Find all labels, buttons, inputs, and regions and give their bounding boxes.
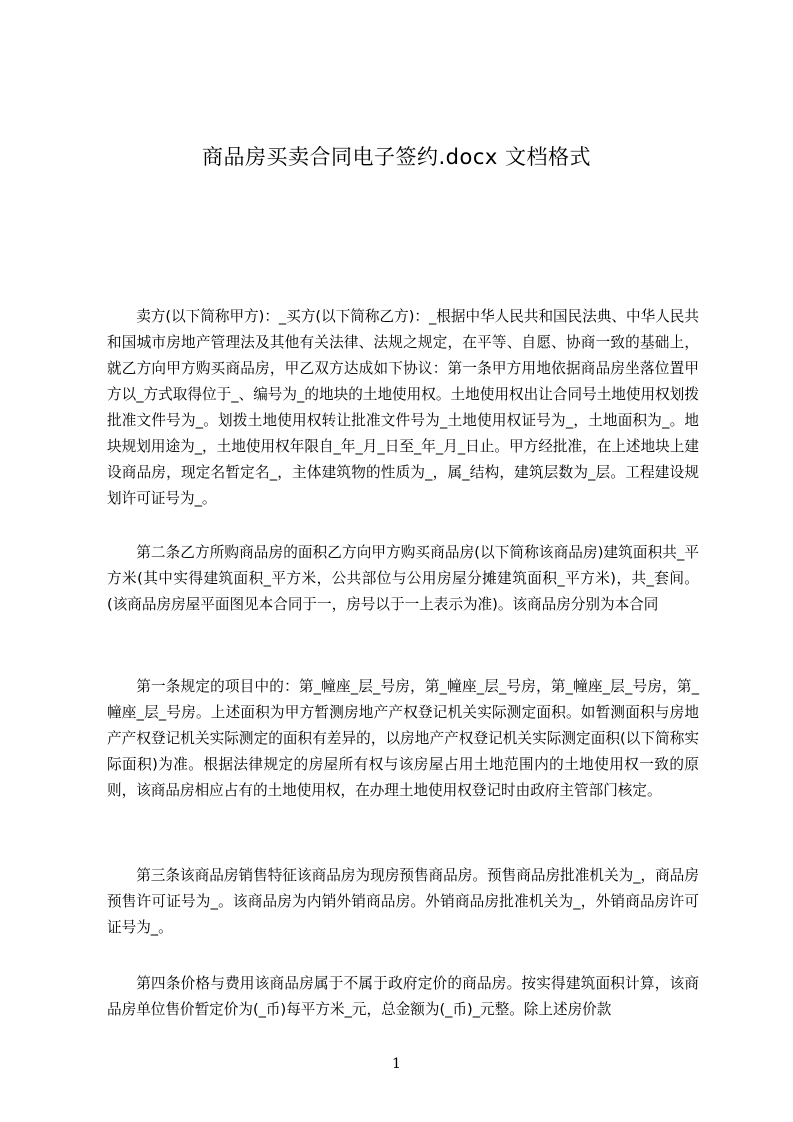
- document-title: 商品房买卖合同电子签约.docx 文档格式: [201, 145, 591, 169]
- page-number: 1: [392, 1056, 401, 1072]
- paragraph-article-4: 第四条价格与费用该商品房属于不属于政府定价的商品房。按实得建筑面积计算，该商品房单位售价暂定价为(_币)每平方米_元，总金额为(_币)_元整。除上述房价款: [107, 974, 699, 1018]
- paragraph-parties: 卖方(以下简称甲方)：_买方(以下简称乙方)：_根据中华人民共和国民法典、中华人民共和国城市房地产管理法及其他有关法律、法规之规定，在平等、自愿、协商一致的基础上，就乙方向甲方购买商品房，甲乙双方达成如下协议：第一条甲方用地依据商品房坐落位置甲方以_方式取得位于_、编号为_的地块的土地使用权。土地使用权出让合同号土地使用权划拨批准文件号为_。划拨土地使用权转让批准文件号为_土地使用权证号为_，土地面积为_。地块规划用途为_，土地使用权年限自_年_月_日至_年_月_日止。甲方经批准，在上述地块上建设商品房，现定名暂定名_，主体建筑物的性质为_，属_结构，建筑层数为_层。工程建设规划许可证号为_。: [107, 307, 699, 507]
- paragraph-article-3: 第三条该商品房销售特征该商品房为现房预售商品房。预售商品房批准机关为_，商品房预售许可证号为_。该商品房为内销外销商品房。外销商品房批准机关为_，外销商品房许可证号为_。: [107, 866, 699, 936]
- paragraph-unit-details: 第一条规定的项目中的：第_幢座_层_号房，第_幢座_层_号房，第_幢座_层_号房，第_幢座_层_号房。上述面积为甲方暂测房地产产权登记机关实际测定面积。如暂测面积与房地产产权登记机关实际测定的面积有差异的，以房地产产权登记机关实际测定面积(以下简称实际面积)为准。根据法律规定的房屋所有权与该房屋占用土地范围内的土地使用权一致的原则，该商品房相应占有的土地使用权，在办理土地使用权登记时由政府主管部门核定。: [107, 677, 699, 799]
- paragraph-article-2: 第二条乙方所购商品房的面积乙方向甲方购买商品房(以下简称该商品房)建筑面积共_平方米(其中实得建筑面积_平方米，公共部位与公用房屋分摊建筑面积_平方米)，共_套间。(该商品房房屋平面图见本合同于一，房号以于一上表示为准)。该商品房分别为本合同: [107, 543, 699, 613]
